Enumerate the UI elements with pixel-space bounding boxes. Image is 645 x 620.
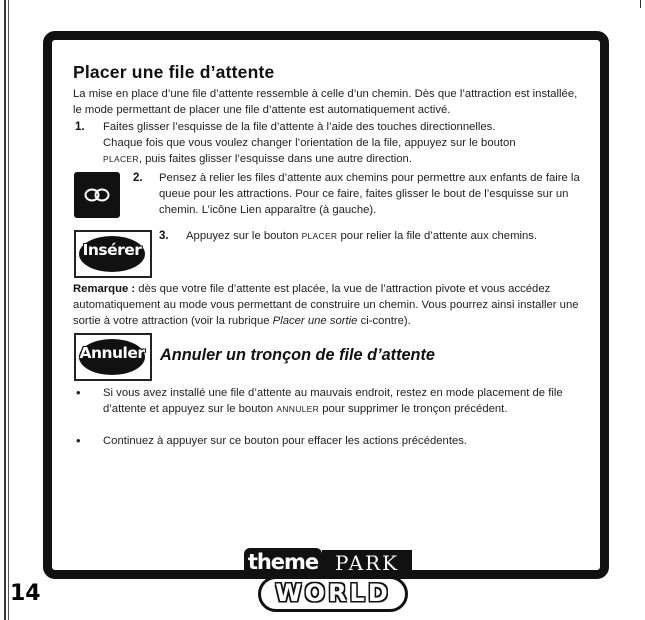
remark-paragraph [73,282,588,329]
step-1-line-3: , puis faites glisser l’esquisse dans une autre direction. [138,152,412,165]
annuler-button-icon [74,333,152,381]
step-3-number: 3. [159,230,169,242]
placer-button-ref: PLACER [103,153,139,164]
step-1-text [103,120,588,167]
bullet-1-after: pour supprimer le tronçon précédent. [319,402,508,415]
step-1-line-2: Chaque fois que vous voulez changer l’orientation de la file, appuyez sur le bouton [103,136,516,149]
logo-park: PARK [322,550,412,576]
placer-button-ref-2: PLACER [301,231,338,241]
inserer-icon-label: Insérer [82,241,142,259]
remark-end: ci-contre). [357,314,411,327]
link-icon [74,172,120,218]
binding-line [4,0,6,620]
remark-italic-ref: Placer une sortie [272,314,358,327]
step-1-number: 1. [75,121,85,133]
bullet-1-symbol: • [76,385,81,400]
page-number: 14 [10,581,41,606]
step-2-text: Pensez à relier les files d’attente aux chemins pour permettre aux enfants de faire la queue pour les attractions. Pour ce faire, faites glisser le bout de l’esquisse sur un chemin. L’icône Lien apparaître (à gauche). [159,172,580,216]
bullet-1-text [103,386,583,418]
step-2-number: 2. [133,172,143,184]
step-1-line-1: Faites glisser l’esquisse de la file d’attente à l’aide des touches directionnelles. [103,121,496,133]
theme-park-world-logo [244,548,416,614]
binding-line-inner [8,0,9,620]
crop-mark [640,0,641,8]
step-3-after: pour relier la file d’attente aux chemins. [337,230,538,242]
annuler-icon-label: Annuler [79,344,145,362]
bullet-2-symbol: • [76,433,81,448]
remark-text: dès que votre file d’attente est placée, la vue de l’attraction pivote et vous accédez automatiquement au mode vous permettant de construire un chemin. Vous pourrez ainsi installer une sortie à votre attraction (voir la rubrique [73,283,579,327]
step-3-text [186,229,586,245]
logo-world: WORLD [258,576,408,612]
section-title: Annuler un tronçon de file d’attente [160,346,435,364]
bullet-1-before: Si vous avez installé une file d’attente au mauvais endroit, restez en mode placement de file d’attente et appuyez sur le bouton [103,387,563,415]
remark-label: Remarque : [73,283,136,295]
annuler-button-ref: ANNULER [276,403,320,414]
step-3-before: Appuyez sur le bouton [186,230,302,242]
bullet-2-text: Continuez à appuyer sur ce bouton pour effacer les actions précédentes. [103,435,468,447]
intro-paragraph: La mise en place d’une file d’attente ressemble à celle d’un chemin. Dès que l’attraction est installée, le mode permettant de placer une file d’attente est automatiquement activé. [73,88,578,116]
inserer-button-icon [74,230,152,278]
page-title: Placer une file d’attente [73,62,275,82]
logo-theme: theme [244,548,322,578]
